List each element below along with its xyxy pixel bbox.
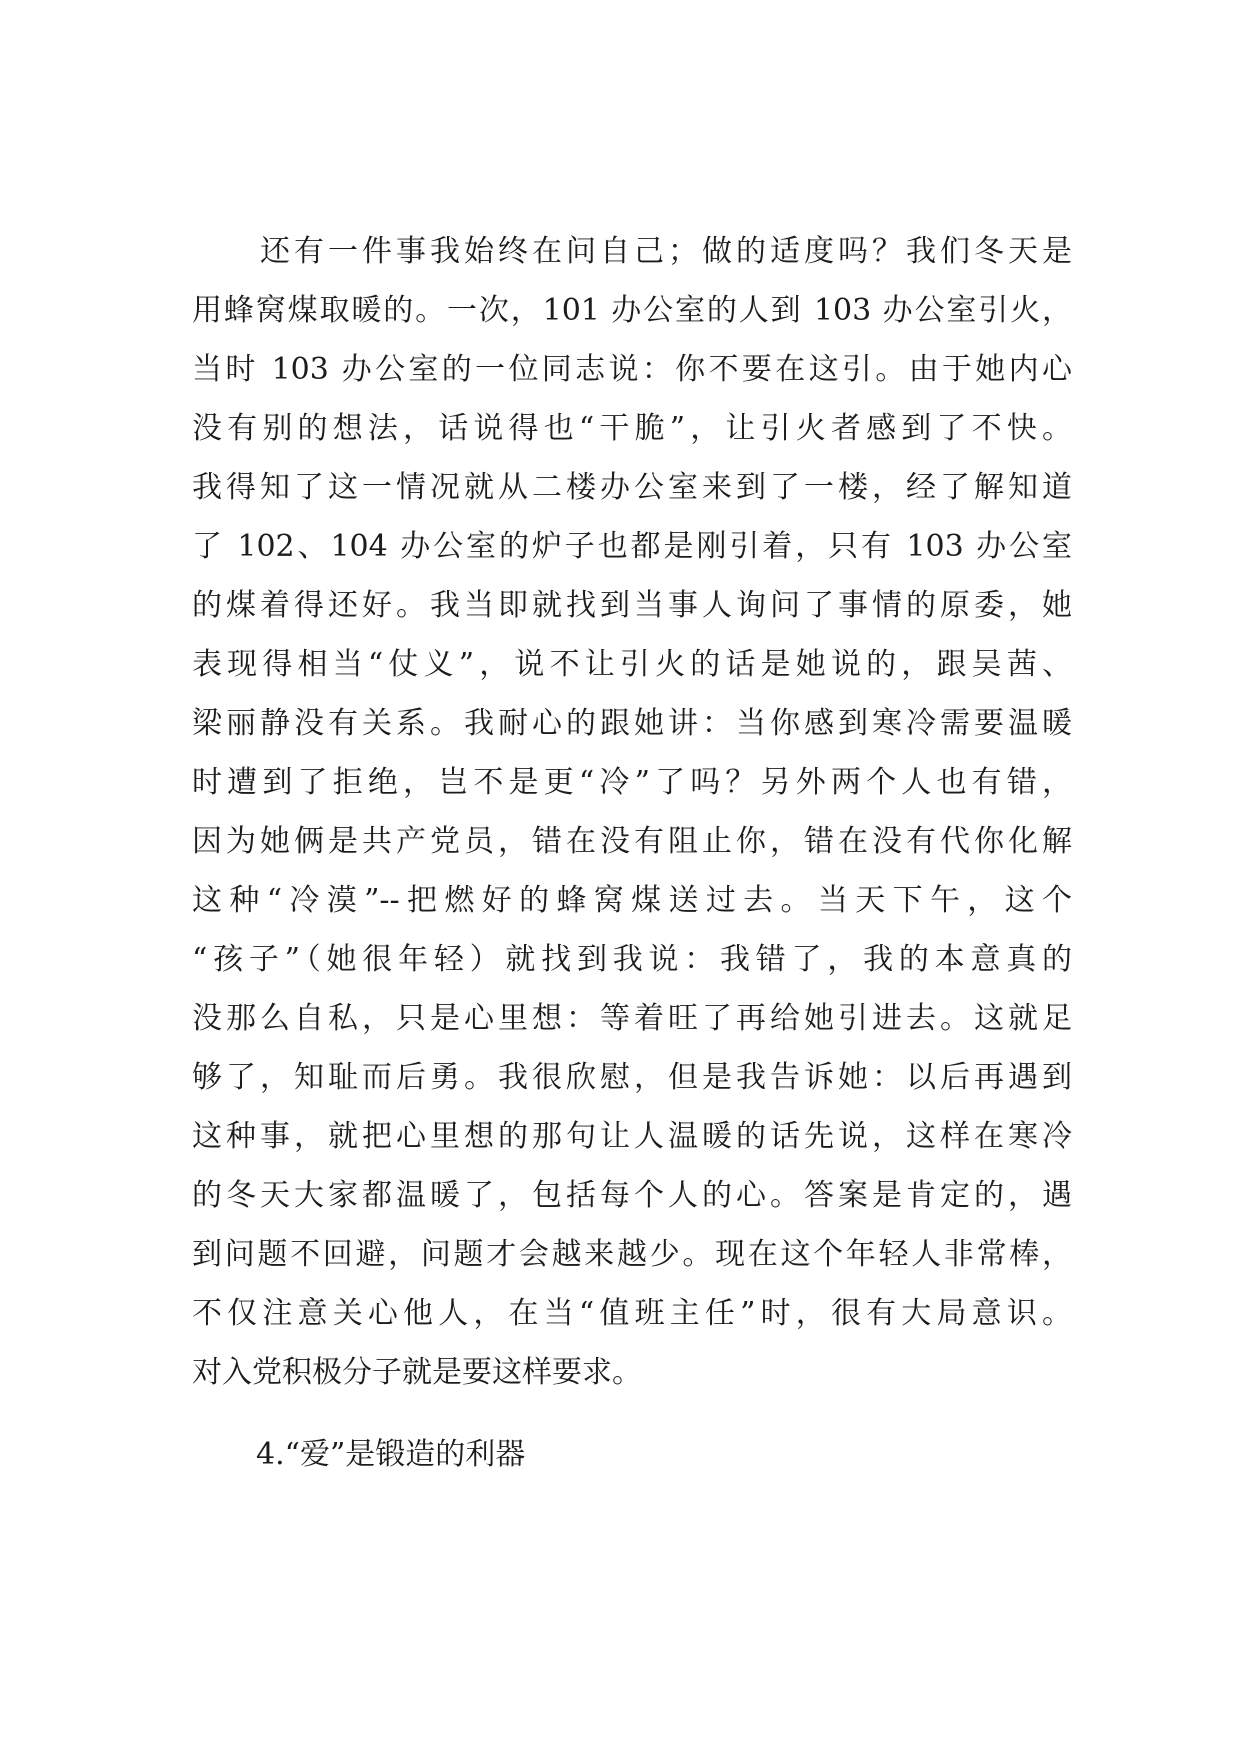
paragraph-line: 没有别的想法，话说得也“干脆”，让引火者感到了不快。 <box>192 411 1072 446</box>
paragraph-line: “孩子”（她很年轻）就找到我说：我错了，我的本意真的 <box>192 942 1072 977</box>
paragraph-line: 表现得相当“仗义”，说不让引火的话是她说的，跟吴茜、 <box>192 647 1072 682</box>
paragraph-line: 时遭到了拒绝，岂不是更“冷”了吗？另外两个人也有错， <box>192 765 1072 800</box>
paragraph-line: 梁丽静没有关系。我耐心的跟她讲：当你感到寒冷需要温暖 <box>192 706 1072 741</box>
paragraph-line: 够了，知耻而后勇。我很欣慰，但是我告诉她：以后再遇到 <box>192 1060 1072 1095</box>
paragraph-line: 没那么自私，只是心里想：等着旺了再给她引进去。这就足 <box>192 1001 1072 1036</box>
paragraph-line: 到问题不回避，问题才会越来越少。现在这个年轻人非常棒， <box>192 1237 1072 1272</box>
paragraph-line: 因为她俩是共产党员，错在没有阻止你，错在没有代你化解 <box>192 824 1072 859</box>
section-heading: 4.“爱”是锻造的利器 <box>256 1437 526 1472</box>
paragraph-line: 了 102、104 办公室的炉子也都是刚引着，只有 103 办公室 <box>192 529 1072 564</box>
paragraph-line: 当时 103 办公室的一位同志说：你不要在这引。由于她内心 <box>192 352 1072 387</box>
paragraph-line: 我得知了这一情况就从二楼办公室来到了一楼，经了解知道 <box>192 470 1072 505</box>
paragraph-line: 用蜂窝煤取暖的。一次，101 办公室的人到 103 办公室引火， <box>192 293 1072 328</box>
paragraph-line: 的冬天大家都温暖了，包括每个人的心。答案是肯定的，遇 <box>192 1178 1072 1213</box>
paragraph-line: 还有一件事我始终在问自己；做的适度吗？我们冬天是 <box>192 234 1072 269</box>
paragraph-line: 这种事，就把心里想的那句让人温暖的话先说，这样在寒冷 <box>192 1119 1072 1154</box>
paragraph-line: 对入党积极分子就是要这样要求。 <box>192 1355 642 1390</box>
paragraph-line: 这种“冷漠”--把燃好的蜂窝煤送过去。当天下午，这个 <box>192 883 1072 918</box>
paragraph-line: 的煤着得还好。我当即就找到当事人询问了事情的原委，她 <box>192 588 1072 623</box>
paragraph-line: 不仅注意关心他人，在当“值班主任”时，很有大局意识。 <box>192 1296 1072 1331</box>
body-paragraph <box>192 222 1072 1402</box>
